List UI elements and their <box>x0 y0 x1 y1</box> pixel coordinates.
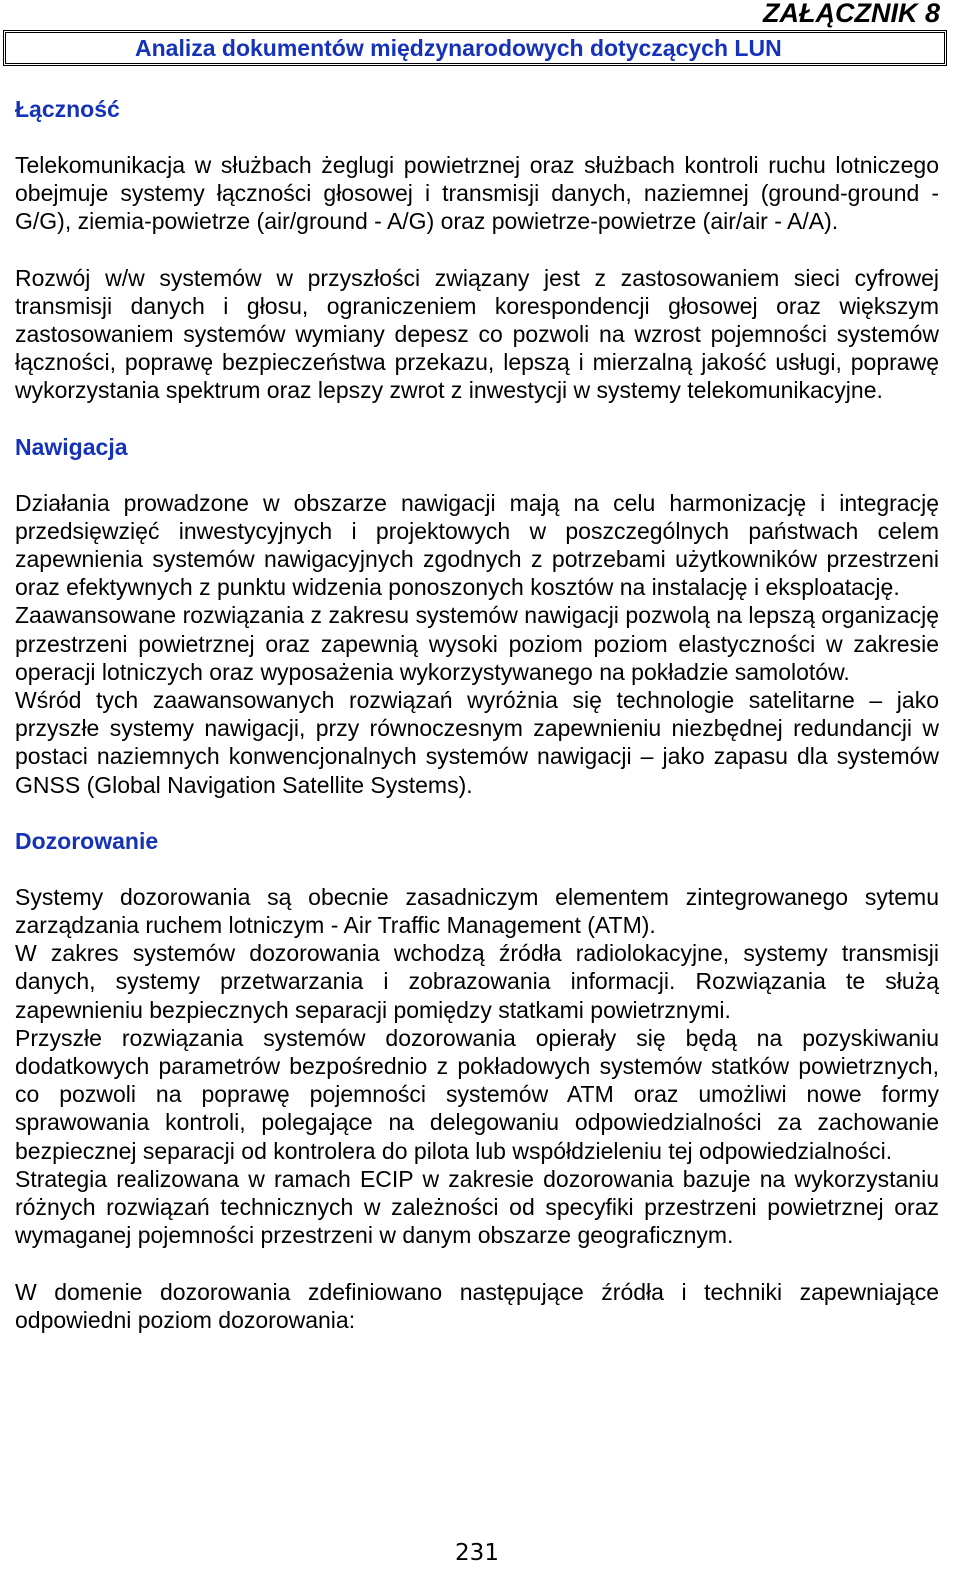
document-title: Analiza dokumentów międzynarodowych dotyczących LUN <box>135 35 782 61</box>
paragraph: Systemy dozorowania są obecnie zasadniczym elementem zintegrowanego sytemu zarządzania ruchem lotniczym - Air Traffic Management (ATM). <box>15 883 939 939</box>
document-body <box>15 95 939 1334</box>
paragraph: Działania prowadzone w obszarze nawigacji mają na celu harmonizację i integrację przedsięwzięć inwestycyjnych i projektowych w poszczególnych państwach celem zapewnienia systemów nawigacyjnych zgodnych z potrzebami użytkowników przestrzeni oraz efektywnych z punktu widzenia ponoszonych kosztów na instalację i eksploatację. <box>15 489 939 601</box>
paragraph: Zaawansowane rozwiązania z zakresu systemów nawigacji pozwolą na lepszą organizację przestrzeni powietrznej oraz zapewnią wysoki poziom poziom elastyczności w zakresie operacji lotniczych oraz wyposażenia wykorzystywanego na pokładzie samolotów. <box>15 602 939 685</box>
section-dozorowanie <box>15 827 939 1334</box>
attachment-label: ZAŁĄCZNIK 8 <box>763 0 940 28</box>
section-lacznosc <box>15 95 939 405</box>
page-number: 231 <box>455 1540 499 1566</box>
section-heading-lacznosc: Łączność <box>15 96 120 122</box>
paragraph: Przyszłe rozwiązania systemów dozorowania opierały się będą na pozyskiwaniu dodatkowych parametrów bezpośrednio z pokładowych systemów statków powietrznych, co pozwoli na poprawę pojemności systemów ATM oraz umożliwi nowe formy sprawowania kontroli, polegające na delegowaniu odpowiedzialności za zachowanie bezpiecznej separacji od kontrolera do pilota lub współdzieleniu tej odpowiedzialności. <box>15 1024 939 1164</box>
paragraph: Rozwój w/w systemów w przyszłości związany jest z zastosowaniem sieci cyfrowej transmisji danych i głosu, ograniczeniem korespondencji głosowej oraz większym zastosowaniem systemów wymiany depesz co pozwoli na wzrost pojemności systemów łączności, poprawę bezpieczeństwa przekazu, lepszą i mierzalną jakość usługi, poprawę wykorzystania spektrum oraz lepszy zwrot z inwestycji w systemy telekomunikacyjne. <box>15 264 939 404</box>
section-nawigacja <box>15 433 939 799</box>
paragraph: W domenie dozorowania zdefiniowano następujące źródła i techniki zapewniające odpowiedni poziom dozorowania: <box>15 1278 939 1333</box>
paragraph: Telekomunikacja w służbach żeglugi powietrznej oraz służbach kontroli ruchu lotniczego obejmuje systemy łączności głosowej i transmisji danych, naziemnej (ground-ground - G/G), ziemia-powietrze (air/ground - A/G) oraz powietrze-powietrze (air/air - A/A). <box>15 152 939 235</box>
section-heading-nawigacja: Nawigacja <box>15 433 128 460</box>
section-heading-dozorowanie: Dozorowanie <box>15 827 159 854</box>
paragraph: Strategia realizowana w ramach ECIP w zakresie dozorowania bazuje na wykorzystaniu różnych rozwiązań technicznych w zależności od specyfiki przestrzeni powietrznej oraz wymaganej pojemności przestrzeni w danym obszarze geograficznym. <box>15 1165 939 1249</box>
paragraph: Wśród tych zaawansowanych rozwiązań wyróżnia się technologie satelitarne – jako przyszłe systemy nawigacji, przy równoczesnym zapewnieniu niezbędnej redundancji w postaci naziemnych konwencjonalnych systemów nawigacji – jako zapasu dla systemów GNSS (Global Navigation Satellite Systems). <box>15 687 939 798</box>
paragraph: W zakres systemów dozorowania wchodzą źródła radiolokacyjne, systemy transmisji danych, systemy przetwarzania i zobrazowania informacji. Rozwiązania te służą zapewnieniu bezpiecznych separacji pomiędzy statkami powietrznymi. <box>15 940 939 1023</box>
